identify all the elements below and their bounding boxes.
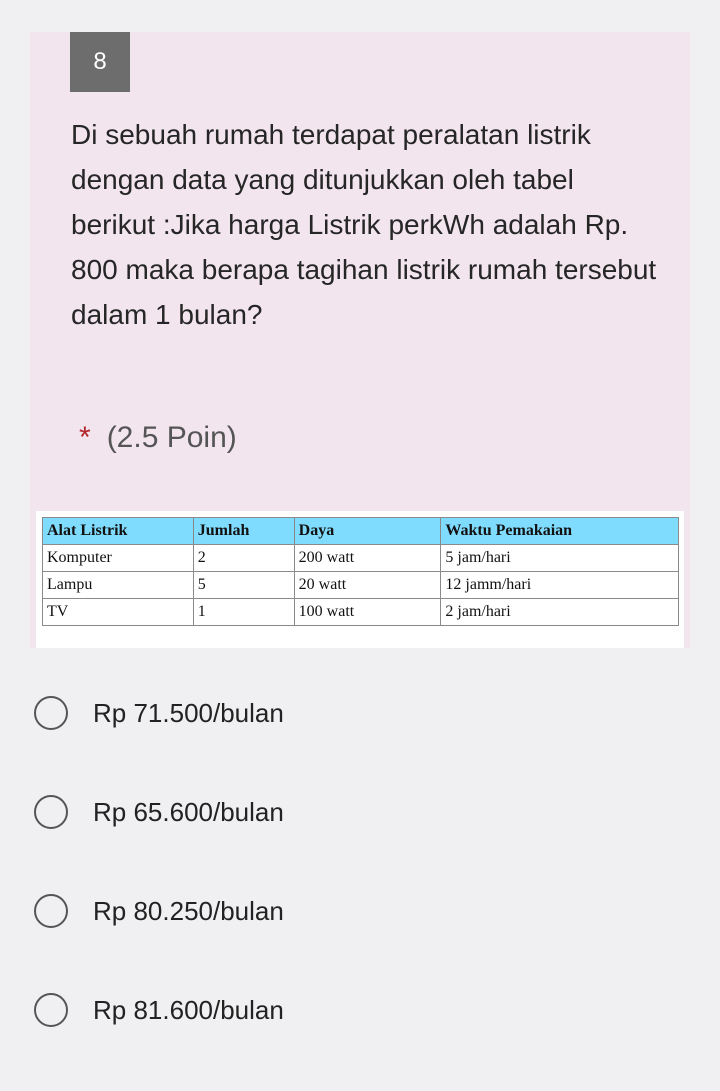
table-cell: 12 jamm/hari <box>441 572 679 599</box>
question-card <box>30 32 690 648</box>
answer-option-1[interactable] <box>34 696 284 730</box>
question-number-badge <box>70 32 130 92</box>
table-row <box>43 572 679 599</box>
table-cell: 5 <box>193 572 294 599</box>
radio-button[interactable] <box>34 696 68 730</box>
question-number: 8 <box>93 48 107 75</box>
table-cell: 1 <box>193 599 294 626</box>
radio-button[interactable] <box>34 993 68 1027</box>
table-header-cell: Jumlah <box>193 518 294 545</box>
radio-button[interactable] <box>34 894 68 928</box>
answer-option-3[interactable] <box>34 894 284 928</box>
option-label: Rp 65.600/bulan <box>93 796 284 827</box>
table-row <box>43 599 679 626</box>
points-label: (2.5 Poin) <box>106 421 237 454</box>
table-header-cell: Alat Listrik <box>43 518 194 545</box>
radio-button[interactable] <box>34 795 68 829</box>
appliance-table <box>42 517 679 626</box>
table-cell: 5 jam/hari <box>441 545 679 572</box>
table-header-cell: Waktu Pemakaian <box>441 518 679 545</box>
question-image-table <box>36 511 684 648</box>
option-label: Rp 80.250/bulan <box>93 895 284 926</box>
table-cell: Lampu <box>43 572 194 599</box>
table-cell: 100 watt <box>294 599 441 626</box>
required-asterisk: * <box>79 421 91 454</box>
table-header-cell: Daya <box>294 518 441 545</box>
table-cell: 2 <box>193 545 294 572</box>
question-points <box>79 421 237 455</box>
table-header-row <box>43 518 679 545</box>
table-cell: 2 jam/hari <box>441 599 679 626</box>
table-cell: 200 watt <box>294 545 441 572</box>
table-cell: 20 watt <box>294 572 441 599</box>
answer-option-2[interactable] <box>34 795 284 829</box>
answer-option-4[interactable] <box>34 993 284 1027</box>
table-cell: TV <box>43 599 194 626</box>
question-text: Di sebuah rumah terdapat peralatan listrik dengan data yang ditunjukkan oleh tabel berikut :Jika harga Listrik perkWh adalah Rp. 800 maka berapa tagihan listrik rumah tersebut dalam 1 bulan? <box>71 119 657 330</box>
table-cell: Komputer <box>43 545 194 572</box>
option-label: Rp 71.500/bulan <box>93 697 284 728</box>
table-row <box>43 545 679 572</box>
option-label: Rp 81.600/bulan <box>93 994 284 1025</box>
